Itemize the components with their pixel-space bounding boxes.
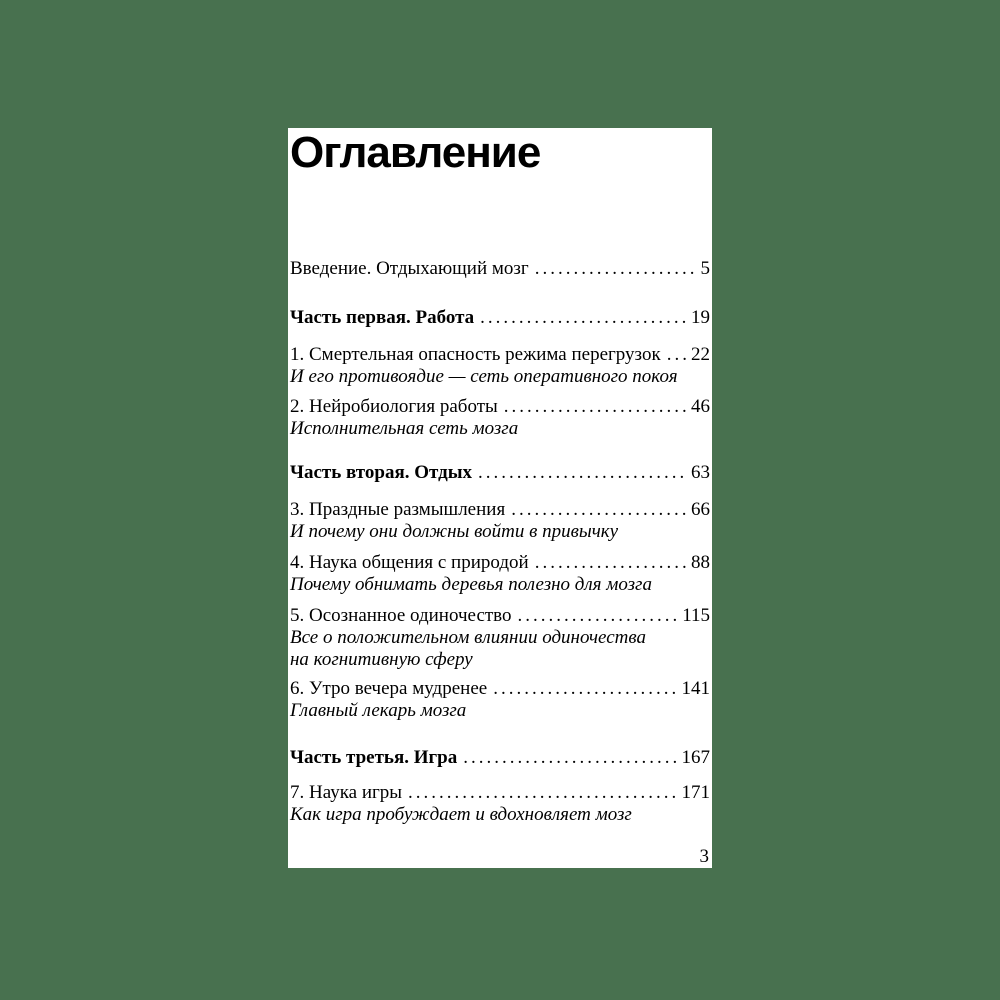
page-title: Оглавление xyxy=(290,128,541,177)
toc-page-ref: 66 xyxy=(691,499,710,520)
toc-entry-label: Часть третья. Игра xyxy=(290,747,458,768)
toc-page-ref: 141 xyxy=(681,678,710,699)
dot-leader xyxy=(478,462,686,484)
toc-chapter-5-group xyxy=(290,605,710,671)
toc-entry-label: 7. Наука игры xyxy=(290,782,403,803)
toc-page-ref: 5 xyxy=(700,258,710,279)
page-number: 3 xyxy=(699,846,709,867)
toc-entry-subtitle: Главный лекарь мозга xyxy=(290,700,467,721)
toc-entry-subtitle: на когнитивную сферу xyxy=(290,649,473,670)
toc-chapter-7 xyxy=(290,782,710,804)
toc-page-ref: 115 xyxy=(682,605,710,626)
dot-leader xyxy=(493,678,676,700)
toc-chapter-1 xyxy=(290,344,710,366)
dot-leader xyxy=(535,552,686,574)
toc-chapter-4-group xyxy=(290,552,710,596)
toc-entry-label: Часть вторая. Отдых xyxy=(290,462,473,483)
toc-page-ref: 167 xyxy=(681,747,710,768)
toc-entry-label: 4. Наука общения с природой xyxy=(290,552,529,573)
toc-entry-label: 1. Смертельная опасность режима перегрузок xyxy=(290,344,661,365)
toc-chapter-2-group xyxy=(290,396,710,440)
toc-entry-label: 6. Утро вечера мудренее xyxy=(290,678,488,699)
toc-part-3 xyxy=(290,747,710,769)
toc-page-ref: 171 xyxy=(681,782,710,803)
toc-chapter-3 xyxy=(290,499,710,521)
toc-page-ref: 46 xyxy=(691,396,710,417)
dot-leader xyxy=(667,344,686,366)
dot-leader xyxy=(535,258,696,280)
toc-entry-intro xyxy=(290,258,710,280)
toc-page-ref: 63 xyxy=(691,462,710,483)
toc-chapter-7-group xyxy=(290,782,710,826)
toc-page-ref: 19 xyxy=(691,307,710,328)
toc-page-ref: 22 xyxy=(691,344,710,365)
dot-leader xyxy=(480,307,686,329)
toc-entry-subtitle: Почему обнимать деревья полезно для мозга xyxy=(290,574,652,595)
dot-leader xyxy=(463,747,676,769)
toc-chapter-3-group xyxy=(290,499,710,543)
dot-leader xyxy=(511,499,686,521)
toc-entry-subtitle: И почему они должны войти в привычку xyxy=(290,521,619,542)
toc-entry-label: 2. Нейробиология работы xyxy=(290,396,498,417)
toc-chapter-5 xyxy=(290,605,710,627)
dot-leader xyxy=(504,396,686,418)
toc-chapter-6 xyxy=(290,678,710,700)
toc-entry-label: 3. Праздные размышления xyxy=(290,499,506,520)
dot-leader xyxy=(408,782,676,804)
toc-chapter-2 xyxy=(290,396,710,418)
toc-entry-subtitle: Все о положительном влиянии одиночества xyxy=(290,627,647,648)
toc-chapter-1-group xyxy=(290,344,710,388)
toc-entry-subtitle: И его противоядие — сеть оперативного покоя xyxy=(290,366,678,387)
toc-part-2 xyxy=(290,462,710,484)
toc-part-1 xyxy=(290,307,710,329)
toc-entry-label: 5. Осознанное одиночество xyxy=(290,605,512,626)
toc-entry-subtitle: Исполнительная сеть мозга xyxy=(290,418,519,439)
toc-entry-label: Часть первая. Работа xyxy=(290,307,475,328)
toc-chapter-4 xyxy=(290,552,710,574)
toc-chapter-6-group xyxy=(290,678,710,722)
toc-page-ref: 88 xyxy=(691,552,710,573)
toc-entry-label: Введение. Отдыхающий мозг xyxy=(290,258,529,279)
toc-entry-subtitle: Как игра пробуждает и вдохновляет мозг xyxy=(290,804,632,825)
dot-leader xyxy=(518,605,678,627)
book-page xyxy=(288,128,712,868)
